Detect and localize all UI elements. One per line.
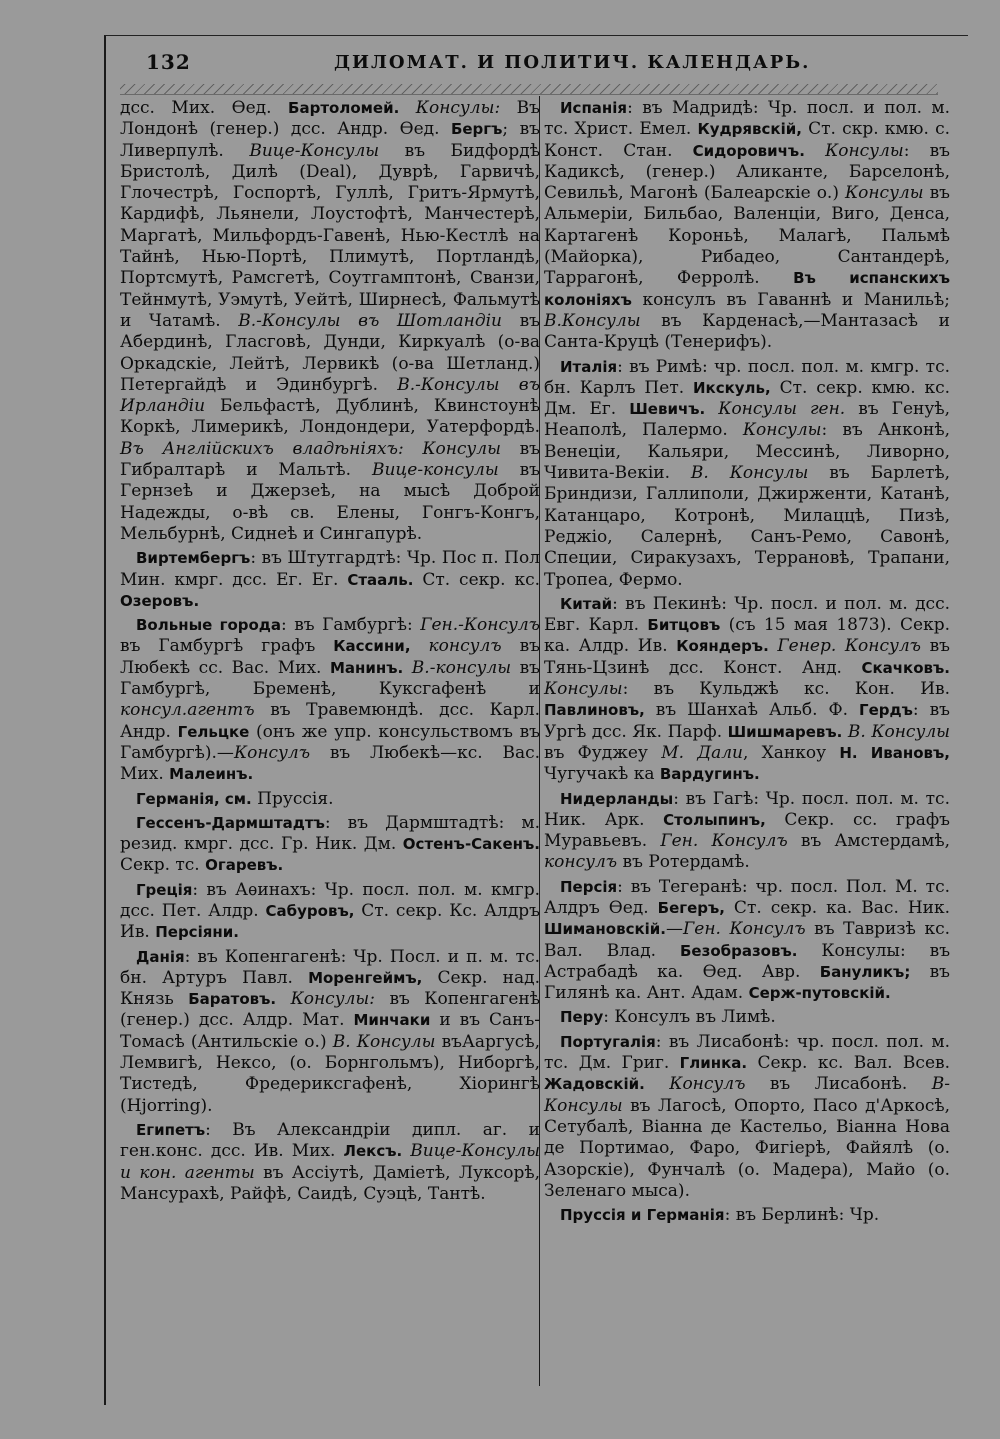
entry-heading: Малеинъ. [169, 765, 254, 784]
entry-text: въ Ассіутѣ, Даміетѣ, Луксорѣ, Мансурахѣ, Райфѣ, Саидѣ, Суэцѣ, Тантѣ. [120, 1162, 541, 1204]
entry-italic-text: Ген.-Консулъ [420, 615, 540, 636]
entry-text: въ Тянь-Цзинѣ дсс. Конст. Анд. [544, 636, 950, 678]
entry-italic-text: Вице-Консулы и кон. агенты [120, 1141, 540, 1183]
entry-heading: Бартоломей. [288, 99, 400, 117]
entry-text: : въ Штутгардтѣ: Чр. Пос п. Пол Мин. кмрг. дсс. Ег. Ег. [120, 548, 540, 590]
calendar-entry [544, 789, 950, 874]
entry-text: въ Лисабонѣ. [745, 1074, 932, 1095]
entry-italic-text: Консулы [825, 140, 904, 161]
entry-heading: Битцовъ [647, 616, 721, 635]
entry-heading: Нидерланды [560, 789, 674, 808]
entry-text: : въ Ургѣ дсс. Як. Парф. [544, 700, 950, 742]
entry-heading: Вольные города [136, 616, 282, 635]
calendar-entry [544, 1007, 950, 1028]
entry-heading: Павлиновъ, [544, 701, 645, 720]
entry-heading: Столыпинъ, [663, 810, 766, 829]
entry-text: : въ Копенгагенѣ: Чр. Посл. и п. м. тс. бн. Артуръ Павл. [120, 946, 540, 988]
entry-heading: Италія [560, 357, 618, 376]
entry-text: въ Бидфордѣ Бристолѣ, Дилѣ (Deal), Дуврѣ, Гарвичѣ, Глочестрѣ, Госпортѣ, Гуллѣ, Гритъ-Ярмутѣ, Кардифѣ, Льянели, Лоустофтѣ, Манчестерѣ, Маргатѣ, Мильфордъ-Гавенѣ, Нью-Кестлѣ на Тайнѣ, Нью-Портѣ, Плимутѣ, Портландѣ, Портсмутѣ, Рамсгетѣ, Соутгамптонѣ, Сванзи, Тейнмутѣ, Уэмутѣ, Уейтѣ, Ширнесѣ, Фальмутѣ и Чатамѣ. [120, 140, 540, 331]
entry-heading: Бергъ [450, 120, 503, 139]
entry-italic-text: Консулы [544, 679, 623, 700]
entry-text: : въ Тегеранѣ: чр. посл. Пол. М. тс. Алдръ Ѳед. [544, 876, 950, 918]
entry-italic-text: Въ Англійскихъ владѣніяхъ: Консулы [120, 438, 501, 459]
calendar-entry [544, 877, 950, 1005]
entry-heading: Шимановскій. [544, 920, 667, 939]
entry-text: : въ Кульджѣ кс. Кон. Ив. [622, 679, 950, 700]
entry-heading: Моренгеймъ, [308, 968, 423, 987]
entry-text: : въ Берлинѣ: Чр. [724, 1205, 880, 1226]
entry-text: въ Шанхаѣ Альб. Ф. [644, 700, 860, 721]
entry-text: ; въ Ливерпулѣ. [120, 119, 540, 161]
entry-text: (съ 15 мая 1873). Секр. ка. Алдр. Ив. [544, 615, 951, 657]
entry-text: консулъ въ Гаваннѣ и Манильѣ; [631, 289, 950, 310]
entry-text: въ Фуджеу [544, 742, 662, 763]
entry-heading: Огаревъ. [205, 856, 284, 875]
ornamental-rule [120, 84, 938, 95]
entry-text: въ Гамбургѣ графъ [120, 636, 334, 657]
entry-italic-text: Вице-Консулы [249, 140, 380, 161]
entry-text: Ст. секр. Кс. Алдръ Ив. [120, 900, 540, 943]
entry-heading: Сидоровичъ. [692, 141, 805, 160]
entry-text: въАаргусѣ, Лемвигѣ, Нексо, (о. Борнгольмъ), Ниборгѣ, Тистедѣ, Фредериксгафенѣ, Хіорингѣ (Hjorring). [120, 1031, 540, 1116]
entry-text: въ Травемюндѣ. дсс. Карл. Андр. [120, 700, 540, 742]
entry-text: въ Любекѣ—кс. Вас. Мих. [120, 742, 540, 785]
entry-text: Ст. секр. ка. Вас. Ник. [724, 897, 950, 918]
entry-text: въ Тавризѣ кс. Вал. Влад. [544, 919, 950, 961]
entry-text: : въ Римѣ: чр. посл. пол. м. кмгр. тс. бн. Карлъ Пет. [544, 356, 950, 398]
calendar-entry [120, 789, 540, 810]
entry-text: въ Любекѣ сс. Вас. Мих. [120, 636, 540, 678]
entry-text: Въ Лондонѣ (генер.) дсс. Андр. Ѳед. [120, 98, 540, 140]
entry-italic-text: консулъ [544, 852, 618, 873]
entry-text [399, 98, 416, 118]
entry-italic-text: М. Дали [661, 742, 743, 763]
entry-text: въ Лагосѣ, Опорто, Пасо д'Аркосѣ, Сетубалѣ, Віанна де Кастельо, Віанна Нова де Портимао, Фаро, Фигіерѣ, Файялѣ (о. Азорскіе), Фунчалѣ (о. Мадера), Майо (о. Зеленаго мыса). [544, 1095, 950, 1201]
entry-heading: Минчаки [353, 1011, 431, 1030]
entry-text: Секр. над. Князь [120, 967, 540, 1010]
entry-italic-text: Вице-консулы [371, 460, 499, 481]
calendar-entry [120, 813, 540, 877]
entry-italic-text: консулъ [428, 636, 502, 657]
entry-text: Ст. скр. кмю. с. Конст. Стан. [544, 119, 950, 161]
entry-text: : въ Мадридѣ: Чр. посл. и пол. м. тс. Христ. Емел. [544, 98, 950, 140]
entry-heading: Озеровъ. [120, 591, 200, 610]
entry-text: въ Абердинѣ, Гласговѣ, Дунди, Киркуалѣ (о-ва Оркадскіе, Лейтѣ, Лервикѣ (о-ва Шетланд.) Петергайдѣ и Эдинбургѣ. [120, 310, 540, 395]
entry-heading: Въ испанскихъ колоніяхъ [544, 269, 950, 309]
entry-text: Чугучакѣ ка [544, 764, 660, 785]
entry-heading: Безобразовъ. [680, 941, 798, 960]
entry-heading: Шевичъ. [629, 400, 706, 419]
entry-text: Секр. тс. [120, 855, 206, 876]
left-column [120, 98, 540, 1208]
entry-heading: Остенъ-Сакенъ. [402, 835, 540, 854]
entry-heading: Бануликъ; [819, 962, 911, 981]
right-column [544, 98, 950, 1229]
calendar-entry [544, 594, 950, 786]
calendar-entry [120, 1120, 540, 1205]
entry-heading: Испанія [560, 99, 628, 117]
entry-text: Бельфастѣ, Дублинѣ, Квинстоунѣ Коркѣ, Лимерикѣ, Лондондери, Уатерфордѣ. [120, 396, 540, 438]
calendar-entry [544, 357, 950, 591]
entry-heading: Жадовскій. [544, 1075, 645, 1094]
entry-text: и въ Санъ-Томасѣ (Антильскіе о.) [120, 1010, 541, 1052]
entry-heading: Гессенъ-Дармштадтъ [136, 813, 325, 832]
entry-italic-text: Ген. Консулъ [683, 919, 806, 940]
entry-heading: Гердъ [859, 701, 913, 720]
entry-italic-text: В.-Консулы въ Шотландіи [238, 310, 503, 331]
entry-heading: Вардугинъ. [659, 765, 760, 784]
entry-text: въ Гибралтарѣ и Мальтѣ. [120, 438, 540, 481]
entry-text: : въ Лисабонѣ: чр. посл. пол. м. тс. Дм. Григ. [544, 1031, 950, 1074]
entry-heading: Манинъ. [330, 658, 404, 677]
entry-italic-text: Генер. Консулъ [777, 636, 921, 657]
entry-heading: Скачковъ. [861, 658, 950, 677]
entry-heading: Глинка. [679, 1054, 748, 1073]
entry-text: : въ Дармштадтѣ: м. резид. кмрг. дсс. Гр. Ник. Дм. [120, 812, 540, 855]
entry-italic-text: В. Консулы [847, 721, 950, 742]
entry-text: Ст. секр. кс. [413, 569, 540, 590]
calendar-entry [544, 1032, 950, 1202]
entry-text: Консулы: въ Астрабадѣ ка. Ѳед. Авр. [544, 940, 951, 982]
entry-text: Секр. кс. Вал. Всев. [747, 1053, 950, 1074]
entry-text [705, 399, 718, 419]
calendar-entry [120, 98, 540, 545]
entry-heading: Египетъ [136, 1120, 206, 1139]
entry-italic-text: В-Консулы [544, 1074, 951, 1116]
entry-italic-text: Консулы: [415, 98, 501, 118]
entry-italic-text: Консулы ген. [718, 399, 846, 420]
entry-italic-text: В.-Консулы въ Ирландіи [120, 374, 540, 417]
entry-text: : въ Пекинѣ: Чр. посл. и пол. м. дсс. Евг. Карл. [544, 593, 950, 636]
calendar-entry [120, 947, 540, 1117]
entry-text: въ Копенгагенѣ (генер.) дсс. Алдр. Мат. [120, 989, 541, 1031]
entry-heading: Шишмаревъ. [727, 722, 843, 741]
entry-text: Секр. сс. графъ Муравьевъ. [544, 809, 950, 852]
page-header [146, 50, 946, 80]
entry-heading: Пруссія и Германія [560, 1206, 725, 1225]
entry-heading: Персія [560, 877, 618, 896]
entry-heading: Икскуль, [692, 378, 771, 397]
calendar-entry [544, 98, 950, 354]
entry-text: въ Карденасѣ,—Мантазасѣ и Санта-Круцѣ (Тенерифъ). [544, 310, 950, 353]
entry-heading: Сабуровъ, [265, 901, 355, 920]
entry-text [411, 636, 429, 656]
calendar-entry [120, 880, 540, 944]
entry-heading: Португалія [560, 1032, 656, 1051]
entry-text: (онъ же упр. консульствомъ въ Гамбургѣ).— [120, 721, 540, 763]
entry-italic-text: Консулы [844, 183, 924, 204]
entry-text [276, 989, 290, 1009]
entry-heading: Персіяни. [155, 923, 239, 942]
entry-text: Ст. секр. кмю. кс. Дм. Ег. [544, 377, 950, 420]
entry-heading: Перу [560, 1008, 604, 1027]
calendar-entry [120, 615, 540, 785]
entry-heading: Серж-путовскій. [748, 984, 891, 1003]
entry-text: : въ Гамбургѣ: [281, 615, 421, 636]
entry-italic-text: В.-консулы [411, 657, 512, 678]
entry-heading: Греція [136, 880, 193, 899]
entry-italic-text: консул.агентъ [120, 700, 255, 721]
running-title: ДИЛОМАТ. И ПОЛИТИЧ. КАЛЕНДАРЬ. [334, 52, 811, 73]
document-page [104, 35, 968, 1405]
entry-heading: Данія [136, 947, 185, 966]
entry-text: , Ханкоу [743, 742, 840, 763]
entry-text: въ Гернзеѣ и Джерзеѣ, на мысѣ Доброй Надежды, о-вѣ св. Елены, Гонгъ-Конгъ, Мельбурнѣ, Сиднеѣ и Сингапурѣ. [120, 460, 540, 544]
entry-heading: Виртембергъ [136, 549, 251, 568]
entry-text [403, 658, 412, 678]
entry-text [805, 141, 825, 161]
entry-text: : въ Аѳинахъ: Чр. посл. пол. м. кмгр. дсс. Пет. Алдр. [120, 879, 540, 921]
entry-text: въ Ротердамѣ. [617, 852, 750, 873]
entry-heading: Лексъ. [343, 1142, 403, 1161]
entry-text: : въ Кадиксѣ, (генер.) Аликанте, Барселонѣ, Севильѣ, Магонѣ (Балеарскіе о.) [544, 140, 950, 204]
entry-heading: Кояндеръ. [676, 637, 769, 656]
entry-heading: Стааль. [347, 570, 414, 589]
entry-text: : Консулъ въ Лимѣ. [603, 1007, 776, 1028]
entry-text: въ Гилянѣ ка. Ант. Адам. [544, 961, 950, 1004]
page-number: 132 [146, 50, 191, 74]
entry-text: : въ Гагѣ: Чр. посл. пол. м. тс. Ник. Арк. [544, 788, 950, 830]
entry-text: въ Альмеріи, Бильбао, Валенціи, Виго, Денса, Картагенѣ Короньѣ, Малагѣ, Пальмѣ (Майорка), Рибадео, Сантандерѣ, Таррагонѣ, Ферролѣ. [544, 183, 950, 289]
entry-italic-text: В. Консулы [690, 463, 809, 484]
entry-text: въ Амстердамѣ, [787, 831, 950, 852]
entry-italic-text: Консулы: [290, 989, 375, 1010]
entry-heading: Гельцке [177, 722, 250, 741]
entry-heading: Китай [560, 594, 613, 613]
entry-heading: Кассини, [333, 637, 411, 656]
entry-italic-text: В.Консулы [544, 310, 641, 331]
entry-heading: Н. Ивановъ, [839, 743, 950, 762]
entry-text: : Въ Александріи дипл. аг. и ген.конс. дсс. Ив. Мих. [120, 1119, 540, 1162]
entry-text: въ Генуѣ, Неаполѣ, Палермо. [544, 399, 950, 441]
entry-text: въ Барлетѣ, Бриндизи, Галлиполи, Джирженти, Катанѣ, Катанцаро, Котронѣ, Милаццѣ, Пизѣ, Реджіо, Салернѣ, Санъ-Ремо, Савонѣ, Специи, Сиракузахъ, Террановѣ, Трапани, Тропеа, Фермо. [544, 463, 950, 590]
entry-text: : въ Анконѣ, Венеціи, Кальяри, Мессинѣ, Ливорно, Чивита-Векіи. [544, 420, 950, 484]
entry-italic-text: Ген. Консулъ [660, 831, 788, 852]
entry-heading: Кудрявскій, [697, 120, 802, 139]
entry-heading: Бегеръ, [657, 898, 725, 917]
entry-text: дсс. Мих. Ѳед. [120, 98, 289, 118]
entry-italic-text: В. Консулы [332, 1031, 436, 1052]
entry-heading: Германія, см. [136, 789, 252, 808]
entry-italic-text: Консулы [742, 420, 822, 441]
entry-heading: Баратовъ. [188, 990, 277, 1009]
entry-text: — [666, 919, 684, 940]
entry-italic-text: Консулъ [669, 1074, 746, 1095]
entry-text [645, 1074, 669, 1094]
calendar-entry [120, 548, 540, 612]
calendar-entry [544, 1205, 950, 1226]
entry-text: въ Гамбургѣ, Бременѣ, Куксгафенѣ и [120, 657, 540, 700]
entry-text: Пруссія. [251, 788, 334, 809]
entry-italic-text: Консулъ [233, 742, 311, 763]
